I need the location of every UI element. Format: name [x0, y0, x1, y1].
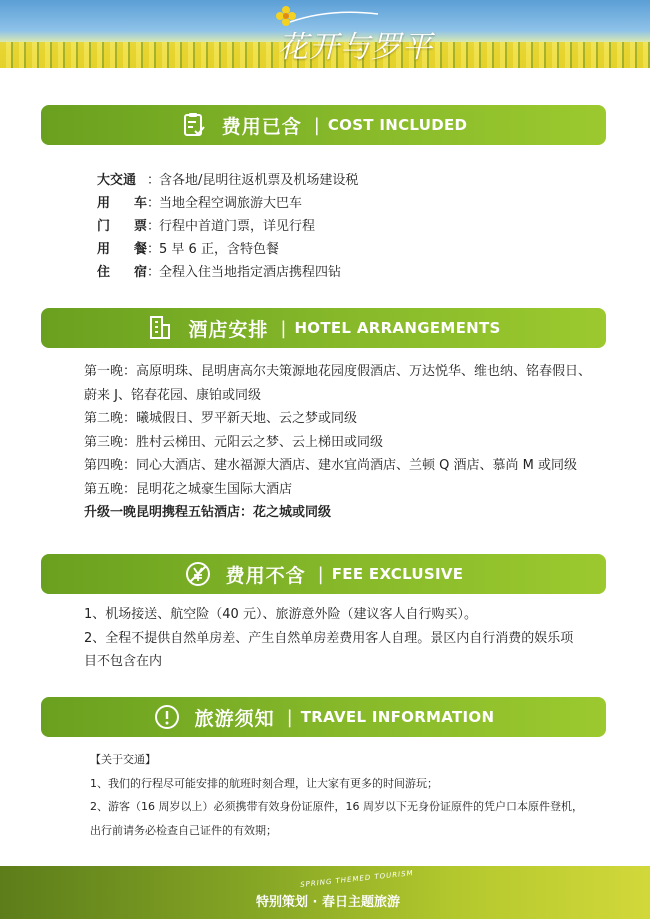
- logo-text: 花开与罗平: [278, 30, 433, 65]
- hotel-line: 蔚来 J、铭春花园、康铂或同级: [84, 387, 261, 403]
- item-label: 大交通: [97, 173, 137, 188]
- travel-line: 1、我们的行程尽可能安排的航班时刻合理，让大家有更多的时间游玩；: [90, 776, 438, 790]
- hotel-line: 第三晚：胜村云梯田、元阳云之梦、云上梯田或同级: [84, 434, 384, 450]
- section-title: 费用已含: [221, 115, 302, 138]
- exclamation-circle-icon: [153, 703, 181, 731]
- item-label: 用 车: [97, 196, 147, 211]
- travel-information-text: [90, 748, 600, 842]
- section-subtitle: HOTEL ARRANGEMENTS: [294, 319, 501, 337]
- header-banner: [0, 0, 650, 68]
- list-item: 大交通 ： 含各地/昆明往返机票及机场建设税: [97, 169, 358, 192]
- section-title: 费用不含: [225, 564, 306, 587]
- item-value: 当地全程空调旅游大巴车: [159, 196, 303, 211]
- section-separator: |: [317, 563, 324, 585]
- list-item: 用 车 ： 当地全程空调旅游大巴车: [97, 192, 358, 215]
- travel-line: 【关于交通】: [90, 753, 156, 766]
- fee-exclusive-text: [84, 603, 604, 674]
- section-subtitle: COST INCLUDED: [327, 116, 468, 134]
- hotel-arrangements-text: [84, 360, 604, 525]
- travel-line: 2、游客（16 周岁以上）必须携带有效身份证原件，16 周岁以下无身份证原件的凭户口本原件登机，: [90, 800, 583, 813]
- section-separator: |: [313, 114, 320, 136]
- section-subtitle: FEE EXCLUSIVE: [331, 565, 464, 583]
- hotel-line: 第五晚：昆明花之城豪生国际大酒店: [84, 481, 293, 497]
- section-header-travel-information: [41, 697, 606, 737]
- item-label: 住 宿: [97, 265, 147, 280]
- fee-line: 2、全程不提供自然单房差、产生自然单房差费用客人自理。景区内自行消费的娱乐项: [84, 630, 574, 646]
- travel-line: 出行前请务必检查自己证件的有效期；: [90, 823, 277, 837]
- hotel-upgrade-line: 升级一晚昆明携程五钻酒店：花之城或同级: [84, 505, 332, 520]
- clipboard-check-icon: [180, 111, 208, 139]
- section-subtitle: TRAVEL INFORMATION: [300, 708, 495, 726]
- section-title: 旅游须知: [194, 707, 275, 730]
- section-header-hotel-arrangements: [41, 308, 606, 348]
- section-header-cost-included: [41, 105, 606, 145]
- no-yen-icon: [184, 560, 212, 588]
- section-title: 酒店安排: [188, 318, 269, 341]
- fee-line: 目不包含在内: [84, 654, 163, 669]
- hotel-line: 第一晚：高原明珠、昆明唐高尔夫策源地花园度假酒店、万达悦华、维也纳、铭春假日、: [84, 364, 592, 379]
- hotel-line: 第二晚：曦城假日、罗平新天地、云之梦或同级: [84, 411, 358, 426]
- list-item: 门 票 ： 行程中首道门票，详见行程: [97, 215, 358, 238]
- item-label: 用 餐: [97, 242, 147, 257]
- footer-tagline: SPRING THEMED TOURISM: [299, 869, 414, 889]
- list-item: 用 餐 ： 5 早 6 正，含特色餐: [97, 238, 358, 261]
- footer-banner: [0, 866, 650, 919]
- building-icon: [146, 314, 174, 342]
- item-value: 5 早 6 正，含特色餐: [159, 242, 279, 257]
- hotel-line: 第四晚：同心大酒店、建水福源大酒店、建水宜尚酒店、兰顿 Q 酒店、慕尚 M 或同级: [84, 458, 577, 473]
- section-separator: |: [286, 706, 293, 728]
- footer-title: 特别策划 · 春日主题旅游: [256, 895, 400, 910]
- section-separator: |: [280, 317, 287, 339]
- fee-line: 1、机场接送、航空险（40 元）、旅游意外险（建议客人自行购买）。: [84, 607, 477, 622]
- item-label: 门 票: [97, 219, 147, 234]
- list-item: 住 宿 ： 全程入住当地指定酒店携程四钻: [97, 261, 358, 284]
- item-value: 全程入住当地指定酒店携程四钻: [159, 265, 342, 280]
- section-header-fee-exclusive: [41, 554, 606, 594]
- item-value: 行程中首道门票，详见行程: [159, 219, 316, 234]
- cost-included-list: [97, 169, 358, 284]
- item-value: 含各地/昆明往返机票及机场建设税: [159, 173, 359, 188]
